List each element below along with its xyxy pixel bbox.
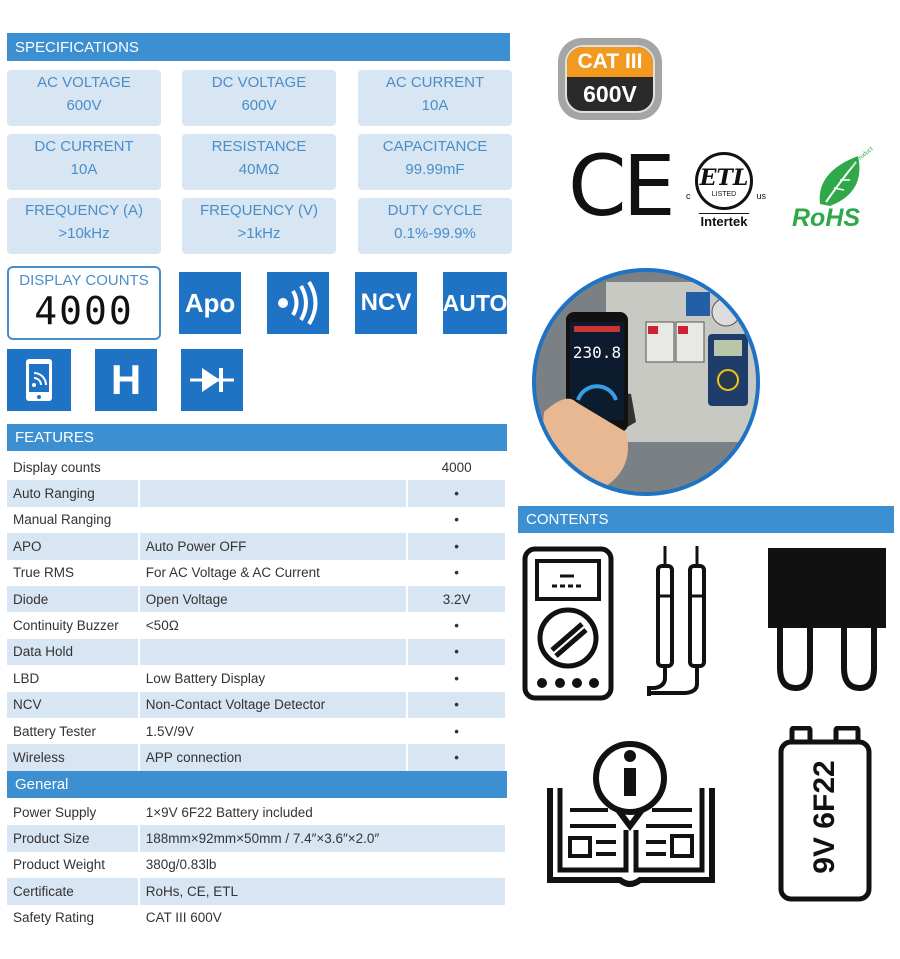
table-row: Data Hold •	[7, 639, 506, 665]
manual-book-icon	[546, 730, 716, 897]
spec-duty-cycle: DUTY CYCLE 0.1%-99.9%	[358, 198, 512, 254]
spec-capacitance: CAPACITANCE 99.99mF	[358, 134, 512, 190]
table-row: True RMS For AC Voltage & AC Current •	[7, 560, 506, 586]
table-row: Diode Open Voltage 3.2V	[7, 586, 506, 612]
table-row: Power Supply 1×9V 6F22 Battery included	[7, 799, 506, 825]
etl-intertek-icon: ETL LISTED c us Intertek	[682, 152, 766, 236]
auto-icon: AUTO	[443, 272, 507, 334]
battery-label: 9V 6F22	[808, 760, 841, 874]
display-counts-value: 4000	[34, 289, 134, 333]
rohs-icon: Green Product RoHS	[792, 146, 875, 232]
cat-iii-badge	[558, 38, 662, 120]
spec-frequency-a: FREQUENCY (A) >10kHz	[7, 198, 161, 254]
general-header	[7, 771, 507, 798]
apo-icon: Apo	[179, 272, 241, 334]
spec-ac-current: AC CURRENT 10A	[358, 70, 512, 126]
continuity-sound-icon	[267, 272, 329, 334]
contents-title: CONTENTS	[526, 511, 609, 528]
spec-dc-voltage: DC VOLTAGE 600V	[182, 70, 336, 126]
table-row: Safety Rating CAT III 600V	[7, 905, 506, 931]
display-counts-label: DISPLAY COUNTS	[19, 272, 149, 289]
table-row: Display counts 4000	[7, 454, 506, 480]
rohs-label: RoHS	[792, 204, 861, 232]
table-row: Auto Ranging •	[7, 480, 506, 506]
svg-text:230.8: 230.8	[572, 343, 622, 362]
general-table	[7, 799, 507, 931]
table-row: NCV Non-Contact Voltage Detector •	[7, 692, 506, 718]
ncv-icon: NCV	[355, 272, 417, 334]
table-row: Battery Tester 1.5V/9V •	[7, 718, 506, 744]
features-table	[7, 454, 507, 771]
table-row: Manual Ranging •	[7, 507, 506, 533]
test-leads-icon	[645, 546, 717, 706]
table-row: Continuity Buzzer <50Ω •	[7, 612, 506, 638]
features-title: FEATURES	[15, 429, 94, 446]
diode-icon	[181, 349, 243, 411]
specifications-header	[7, 33, 510, 61]
battery-9v-icon	[778, 726, 872, 902]
intertek-label: Intertek	[700, 214, 748, 229]
cat-600v-label: 600V	[583, 81, 637, 107]
multimeter-icon	[522, 546, 614, 706]
wireless-phone-icon	[7, 349, 71, 411]
spec-dc-current: DC CURRENT 10A	[7, 134, 161, 190]
display-counts-box	[7, 266, 161, 340]
ce-mark-icon: CE	[568, 137, 672, 235]
specifications-title: SPECIFICATIONS	[15, 38, 139, 56]
connector-plug-icon	[768, 548, 888, 703]
table-row: APO Auto Power OFF •	[7, 533, 506, 559]
table-row: Certificate RoHs, CE, ETL	[7, 878, 506, 904]
app-photo	[532, 268, 760, 496]
contents-header	[518, 506, 894, 533]
table-row: Product Size 188mm×92mm×50mm / 7.4″×3.6″×2.0″	[7, 825, 506, 851]
spec-ac-voltage: AC VOLTAGE 600V	[7, 70, 161, 126]
table-row: Product Weight 380g/0.83lb	[7, 852, 506, 878]
features-header	[7, 424, 507, 451]
cat-iii-label: CAT III	[567, 47, 653, 77]
hold-icon: H	[95, 349, 157, 411]
spec-frequency-v: FREQUENCY (V) >1kHz	[182, 198, 336, 254]
general-title: General	[15, 776, 69, 793]
spec-resistance: RESISTANCE 40MΩ	[182, 134, 336, 190]
table-row: Wireless APP connection •	[7, 744, 506, 770]
table-row: LBD Low Battery Display •	[7, 665, 506, 691]
